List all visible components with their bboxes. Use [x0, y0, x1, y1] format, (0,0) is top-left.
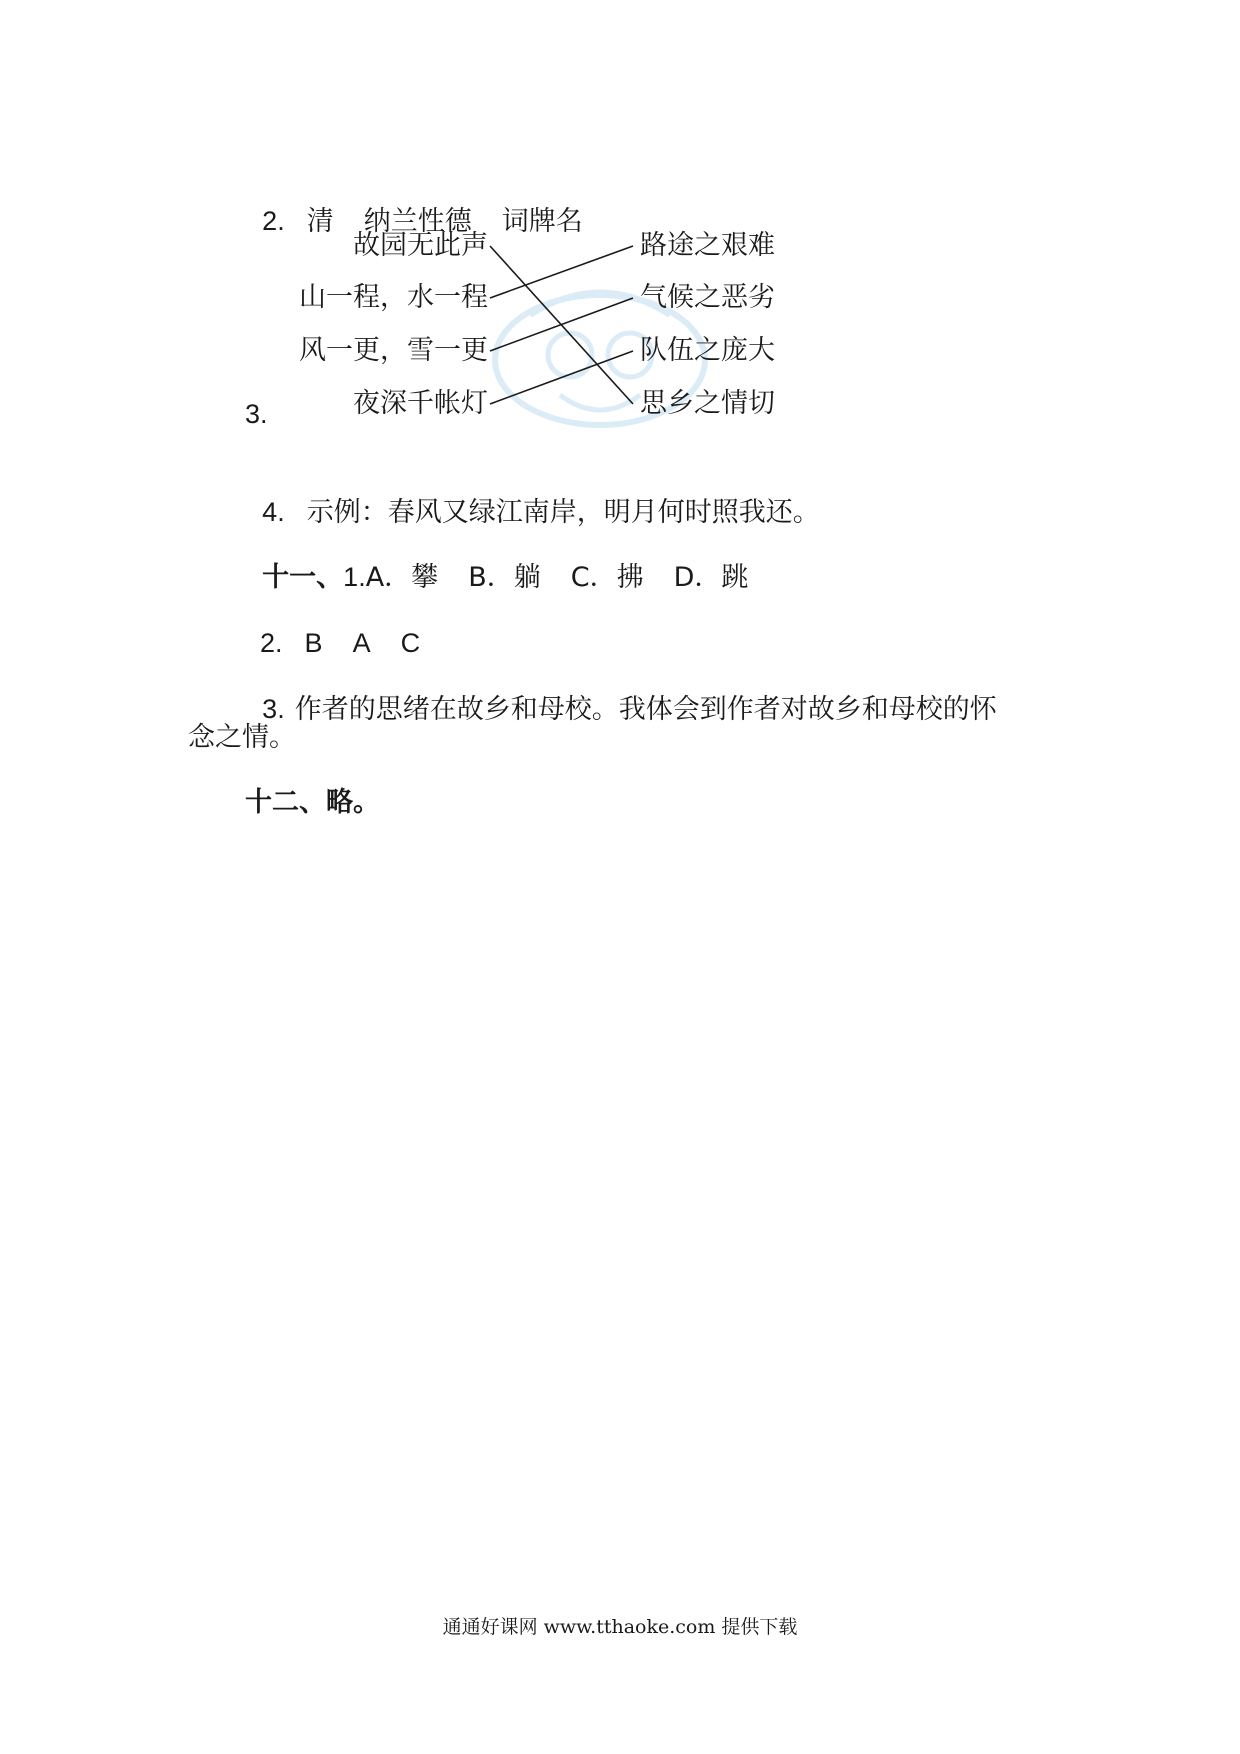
s11-q2-number: 2.	[260, 628, 283, 658]
q2-type: 词牌名	[501, 206, 583, 237]
s11-q3-line1	[245, 655, 997, 728]
match-connector	[490, 246, 633, 298]
q4-line	[245, 458, 820, 531]
match-connector	[490, 351, 633, 404]
s11-q1-line	[245, 523, 748, 596]
match-left-item: 夜深千帐灯	[353, 388, 488, 419]
s11-q1-number: 1.	[343, 562, 366, 592]
section-12: 十二、略。	[245, 787, 380, 818]
option-d: D．跳	[673, 562, 749, 593]
option-b: B．躺	[468, 562, 541, 593]
option-a: A．攀	[365, 562, 439, 593]
footer-credit: 通通好课网 www.tthaoke.com 提供下载	[442, 1616, 798, 1638]
matching-lines	[0, 0, 1240, 500]
q4-text: 示例：春风又绿江南岸，明月何时照我还。	[306, 497, 820, 528]
match-left-item: 风一更，雪一更	[299, 335, 488, 366]
match-left-item: 山一程，水一程	[299, 282, 488, 313]
answer-2: A	[352, 628, 371, 658]
q2-dynasty: 清	[306, 206, 334, 237]
s11-q3-number: 3.	[262, 694, 285, 724]
match-right-item: 路途之艰难	[640, 230, 775, 261]
s11-q3-line2: 念之情。	[188, 722, 296, 753]
q2-author: 纳兰性德	[363, 206, 472, 237]
match-right-item: 思乡之情切	[640, 388, 775, 419]
match-connector	[490, 298, 633, 351]
s11-q3-text: 作者的思绪在故乡和母校。我体会到作者对故乡和母校的怀	[294, 694, 997, 725]
option-c: C．拂	[570, 562, 644, 593]
match-right-item: 队伍之庞大	[640, 335, 775, 366]
answer-1: B	[304, 628, 323, 658]
answer-3: C	[400, 628, 421, 658]
match-right-item: 气候之恶劣	[640, 282, 775, 313]
q3-number: 3.	[245, 399, 268, 429]
match-left-item: 故园无此声	[353, 230, 488, 261]
q2-number: 2.	[262, 206, 285, 236]
s11-q2-line	[245, 589, 420, 661]
q4-number: 4.	[262, 497, 285, 527]
section-11-label: 十一、	[262, 562, 344, 593]
